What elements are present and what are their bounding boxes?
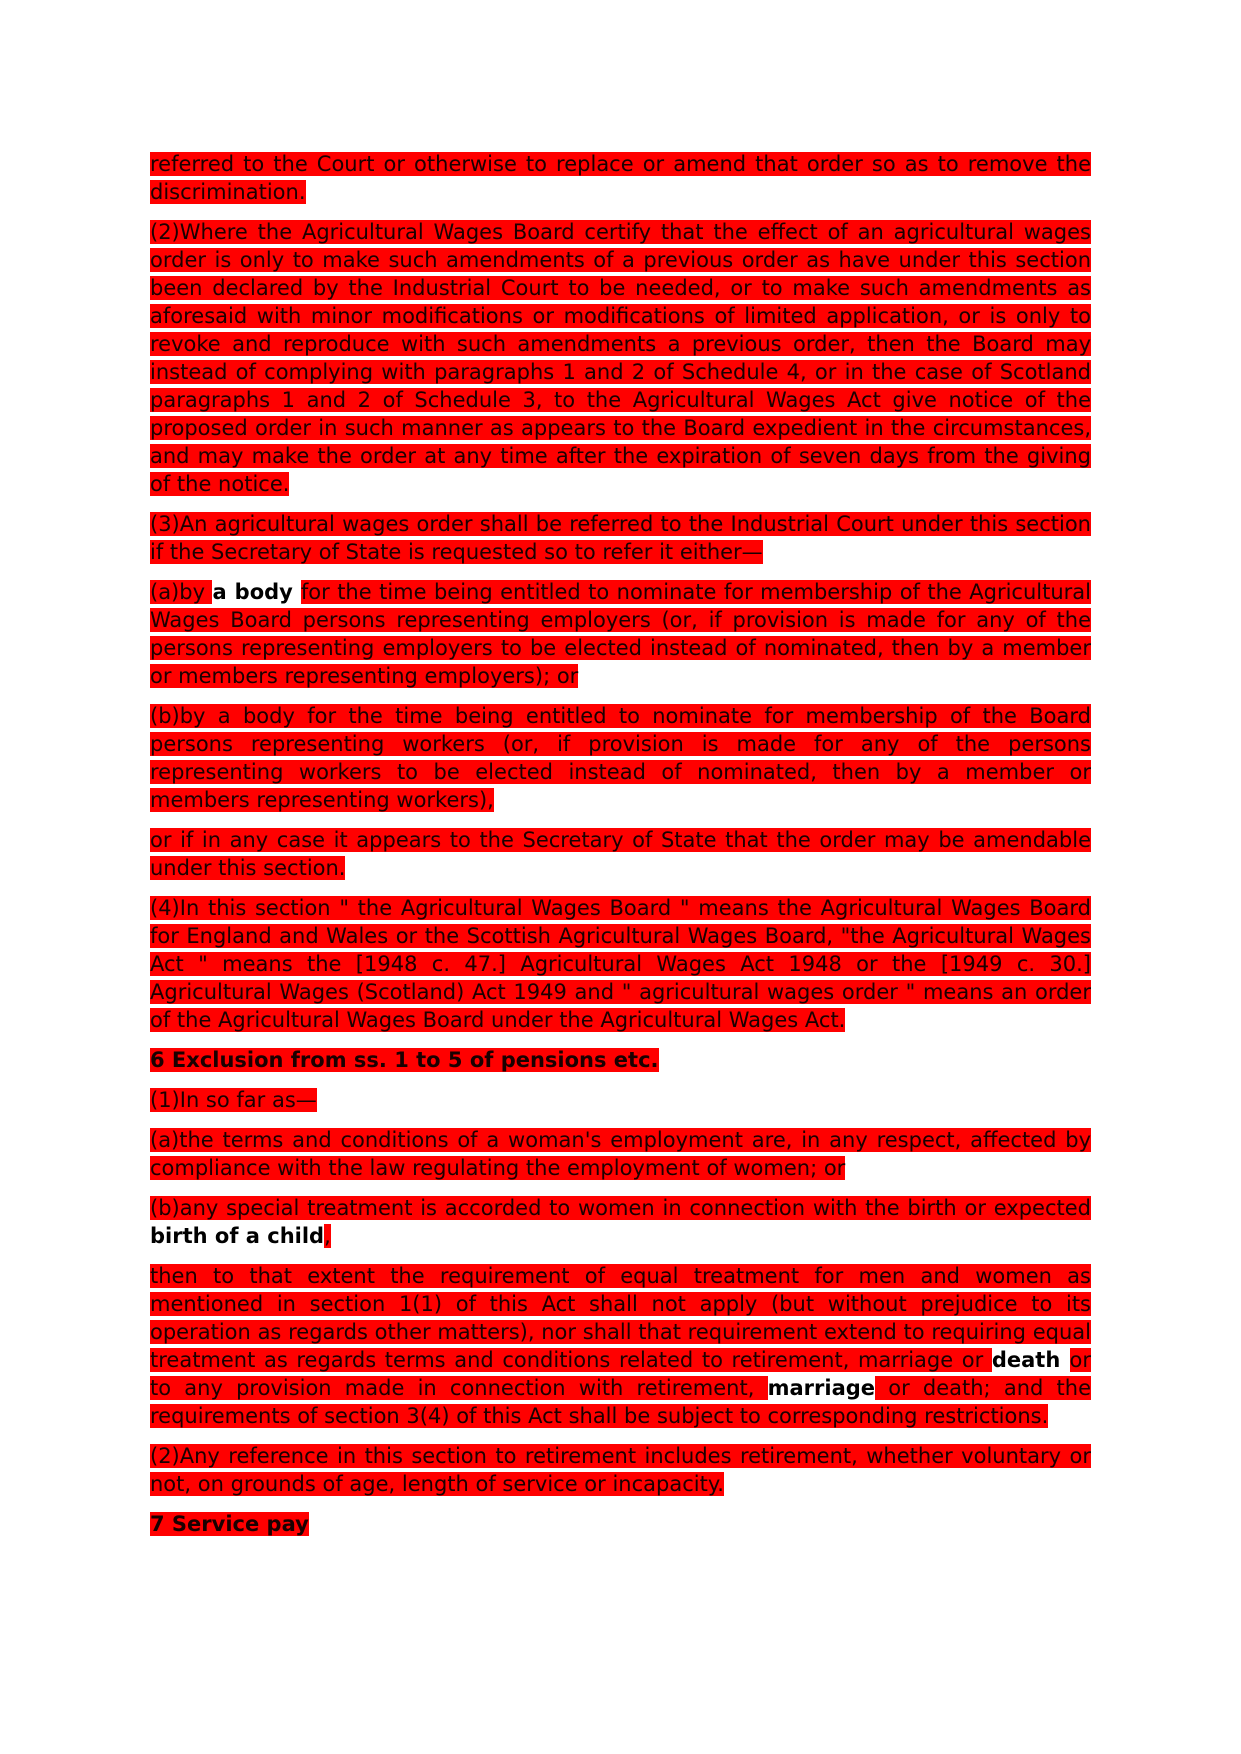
document-body <box>150 150 1091 1550</box>
section-heading <box>150 1046 1091 1074</box>
redacted-text-segment: or death; and the requirements of section 3(4) of this Act shall be subject to corresponding restrictions. <box>150 1376 1091 1428</box>
redacted-text-segment: (4)In this section " the Agricultural Wages Board " means the Agricultural Wages Board for England and Wales or the Scottish Agricultural Wages Board, "the Agricultural Wages Act " means the [1948 c. 47.] Agricultural Wages Act 1948 or the [1949 c. 30.] Agricultural Wages (Scotland) Act 1949 and " agricultural wages order " means an order of the Agricultural Wages Board under the Agricultural Wages Act. <box>150 896 1091 1032</box>
redacted-text-segment: or if in any case it appears to the Secretary of State that the order may be amendable under this section. <box>150 828 1091 880</box>
redacted-text-segment: , <box>324 1224 331 1248</box>
paragraph <box>150 1262 1091 1430</box>
redacted-text-segment: (2)Any reference in this section to retirement includes retirement, whether voluntary or not, on grounds of age, length of service or incapacity. <box>150 1444 1091 1496</box>
paragraph <box>150 1442 1091 1498</box>
redacted-text-segment: or to any provision made in connection with retirement, <box>150 1348 1092 1400</box>
unredacted-text-segment: marriage <box>767 1376 876 1400</box>
paragraph <box>150 578 1091 690</box>
redacted-text-segment: 6 Exclusion from ss. 1 to 5 of pensions etc. <box>150 1048 659 1072</box>
paragraph <box>150 826 1091 882</box>
redacted-text-segment: for the time being entitled to nominate for membership of the Agricultural Wages Board persons representing employers (or, if provision is made for any of the persons representing employers to be elected instead of nominated, then by a member or members representing employers); or <box>150 580 1091 688</box>
paragraph <box>150 702 1091 814</box>
redacted-text-segment: (a)by <box>150 580 213 604</box>
redacted-text-segment: (3)An agricultural wages order shall be referred to the Industrial Court under this section if the Secretary of State is requested so to refer it either— <box>150 512 1091 564</box>
unredacted-text-segment: a body <box>212 580 301 604</box>
unredacted-text-segment: birth of a child <box>150 1224 325 1248</box>
redacted-text-segment: (1)In so far as— <box>150 1088 317 1112</box>
paragraph <box>150 150 1091 206</box>
redacted-text-segment: (2)Where the Agricultural Wages Board certify that the effect of an agricultural wages order is only to make such amendments of a previous order as have under this section been declared by the Industrial Court to be needed, or to make such amendments as aforesaid with minor modifications or modifications of limited application, or is only to revoke and reproduce with such amendments a previous order, then the Board may instead of complying with paragraphs 1 and 2 of Schedule 4, or in the case of Scotland paragraphs 1 and 2 of Schedule 3, to the Agricultural Wages Act give notice of the proposed order in such manner as appears to the Board expedient in the circumstances, and may make the order at any time after the expiration of seven days from the giving of the notice. <box>150 220 1091 496</box>
redacted-text-segment: then to that extent the requirement of equal treatment for men and women as mentioned in section 1(1) of this Act shall not apply (but without prejudice to its operation as regards other matters), nor shall that requirement extend to requiring equal treatment as regards terms and conditions related to retirement, marriage or <box>150 1264 1091 1372</box>
redacted-text-segment: (a)the terms and conditions of a woman's employment are, in any respect, affected by compliance with the law regulating the employment of women; or <box>150 1128 1091 1180</box>
section-heading <box>150 1510 1091 1538</box>
redacted-text-segment: 7 Service pay <box>150 1512 309 1536</box>
paragraph <box>150 1126 1091 1182</box>
redacted-text-segment: referred to the Court or otherwise to replace or amend that order so as to remove the discrimination. <box>150 152 1091 204</box>
redacted-text-segment: (b)any special treatment is accorded to women in connection with the birth or expected <box>150 1196 1091 1220</box>
paragraph <box>150 510 1091 566</box>
unredacted-text-segment: death <box>991 1348 1070 1372</box>
redacted-text-segment: (b)by a body for the time being entitled to nominate for membership of the Board persons representing workers (or, if provision is made for any of the persons representing workers to be elected instead of nominated, then by a member or members representing workers), <box>150 704 1091 812</box>
paragraph <box>150 1086 1091 1114</box>
paragraph <box>150 1194 1091 1250</box>
paragraph <box>150 218 1091 498</box>
paragraph <box>150 894 1091 1034</box>
